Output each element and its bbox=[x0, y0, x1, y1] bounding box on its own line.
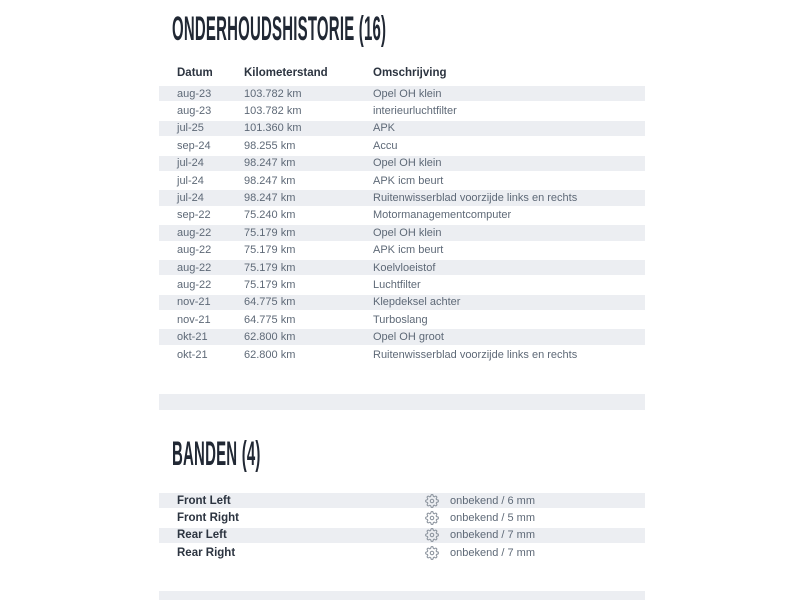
tyre-condition-value: onbekend / 6 mm bbox=[450, 494, 535, 507]
maintenance-row-kilometers: 62.800 km bbox=[244, 348, 296, 361]
maintenance-row-date: aug-22 bbox=[177, 226, 212, 239]
maintenance-row-description: APK icm beurt bbox=[373, 174, 444, 187]
tyre-row bbox=[159, 510, 645, 525]
maintenance-table-row bbox=[159, 347, 645, 362]
section-separator-bar bbox=[159, 394, 645, 410]
tyre-position-label: Rear Left bbox=[177, 529, 227, 542]
maintenance-table-row bbox=[159, 329, 645, 344]
maintenance-row-kilometers: 62.800 km bbox=[244, 331, 296, 344]
maintenance-row-kilometers: 98.247 km bbox=[244, 157, 296, 170]
maintenance-row-kilometers: 75.240 km bbox=[244, 209, 296, 222]
maintenance-table-header bbox=[159, 64, 645, 81]
maintenance-row-description: Opel OH klein bbox=[373, 226, 442, 239]
maintenance-row-date: aug-23 bbox=[177, 105, 212, 118]
tyre-condition-value: onbekend / 5 mm bbox=[450, 512, 535, 525]
maintenance-row-date: nov-21 bbox=[177, 296, 211, 309]
maintenance-row-kilometers: 101.360 km bbox=[244, 122, 302, 135]
gear-icon bbox=[425, 494, 439, 508]
maintenance-row-date: aug-22 bbox=[177, 278, 212, 291]
maintenance-row-kilometers: 98.247 km bbox=[244, 192, 296, 205]
tyres-section-title: BANDEN (4) bbox=[172, 435, 261, 473]
maintenance-row-description: Opel OH klein bbox=[373, 157, 442, 170]
tyre-row bbox=[159, 493, 645, 508]
maintenance-row-date: jul-24 bbox=[177, 192, 204, 205]
maintenance-row-date: okt-21 bbox=[177, 331, 208, 344]
maintenance-table-row bbox=[159, 103, 645, 118]
maintenance-row-kilometers: 98.247 km bbox=[244, 174, 296, 187]
maintenance-row-kilometers: 75.179 km bbox=[244, 226, 296, 239]
tyre-position-label: Rear Right bbox=[177, 546, 236, 559]
maintenance-table-row bbox=[159, 208, 645, 223]
maintenance-row-description: Opel OH klein bbox=[373, 87, 442, 100]
maintenance-row-kilometers: 75.179 km bbox=[244, 244, 296, 257]
maintenance-row-description: Klepdeksel achter bbox=[373, 296, 461, 309]
maintenance-row-description: Ruitenwisserblad voorzijde links en rechts bbox=[373, 348, 578, 361]
tyre-condition-value: onbekend / 7 mm bbox=[450, 546, 535, 559]
tyre-position-label: Front Left bbox=[177, 494, 231, 507]
maintenance-row-date: okt-21 bbox=[177, 348, 208, 361]
maintenance-row-kilometers: 75.179 km bbox=[244, 278, 296, 291]
maintenance-row-date: nov-21 bbox=[177, 313, 211, 326]
maintenance-row-date: jul-25 bbox=[177, 122, 204, 135]
maintenance-table-row bbox=[159, 138, 645, 153]
maintenance-row-description: Opel OH groot bbox=[373, 331, 444, 344]
maintenance-row-description: Ruitenwisserblad voorzijde links en rechts bbox=[373, 192, 578, 205]
maintenance-row-date: jul-24 bbox=[177, 174, 204, 187]
column-header-omschrijving: Omschrijving bbox=[373, 66, 447, 79]
tyre-condition-value: onbekend / 7 mm bbox=[450, 529, 535, 542]
maintenance-history-title: ONDERHOUDSHISTORIE (16) bbox=[172, 10, 387, 48]
tyres-list bbox=[159, 493, 645, 563]
maintenance-table-row bbox=[159, 156, 645, 171]
maintenance-row-description: Motormanagementcomputer bbox=[373, 209, 512, 222]
maintenance-row-kilometers: 64.775 km bbox=[244, 296, 296, 309]
maintenance-row-description: APK icm beurt bbox=[373, 244, 444, 257]
maintenance-row-description: Accu bbox=[373, 139, 398, 152]
maintenance-table-row bbox=[159, 312, 645, 327]
column-header-datum: Datum bbox=[177, 66, 213, 79]
maintenance-table-row bbox=[159, 121, 645, 136]
tyre-row bbox=[159, 528, 645, 543]
maintenance-table-body bbox=[159, 86, 645, 364]
maintenance-row-kilometers: 64.775 km bbox=[244, 313, 296, 326]
maintenance-row-description: interieurluchtfilter bbox=[373, 105, 457, 118]
maintenance-row-date: aug-23 bbox=[177, 87, 212, 100]
maintenance-table-row bbox=[159, 190, 645, 205]
maintenance-table-row bbox=[159, 86, 645, 101]
maintenance-row-date: aug-22 bbox=[177, 261, 212, 274]
maintenance-row-kilometers: 103.782 km bbox=[244, 87, 302, 100]
maintenance-row-date: sep-24 bbox=[177, 139, 211, 152]
maintenance-row-description: Luchtfilter bbox=[373, 278, 421, 291]
maintenance-table-row bbox=[159, 173, 645, 188]
maintenance-table-row bbox=[159, 225, 645, 240]
maintenance-row-kilometers: 98.255 km bbox=[244, 139, 296, 152]
maintenance-row-description: Koelvloeistof bbox=[373, 261, 436, 274]
maintenance-row-date: jul-24 bbox=[177, 157, 204, 170]
maintenance-row-date: sep-22 bbox=[177, 209, 211, 222]
maintenance-row-kilometers: 103.782 km bbox=[244, 105, 302, 118]
maintenance-table-row bbox=[159, 277, 645, 292]
column-header-kilometerstand: Kilometerstand bbox=[244, 66, 328, 79]
maintenance-row-kilometers: 75.179 km bbox=[244, 261, 296, 274]
maintenance-row-date: aug-22 bbox=[177, 244, 212, 257]
gear-icon bbox=[425, 528, 439, 542]
maintenance-table-row bbox=[159, 243, 645, 258]
maintenance-row-description: APK bbox=[373, 122, 396, 135]
gear-icon bbox=[425, 546, 439, 560]
maintenance-table-row bbox=[159, 295, 645, 310]
gear-icon bbox=[425, 511, 439, 525]
tyre-row bbox=[159, 545, 645, 560]
maintenance-row-description: Turboslang bbox=[373, 313, 428, 326]
bottom-separator-bar bbox=[159, 591, 645, 600]
maintenance-table-row bbox=[159, 260, 645, 275]
tyre-position-label: Front Right bbox=[177, 512, 239, 525]
